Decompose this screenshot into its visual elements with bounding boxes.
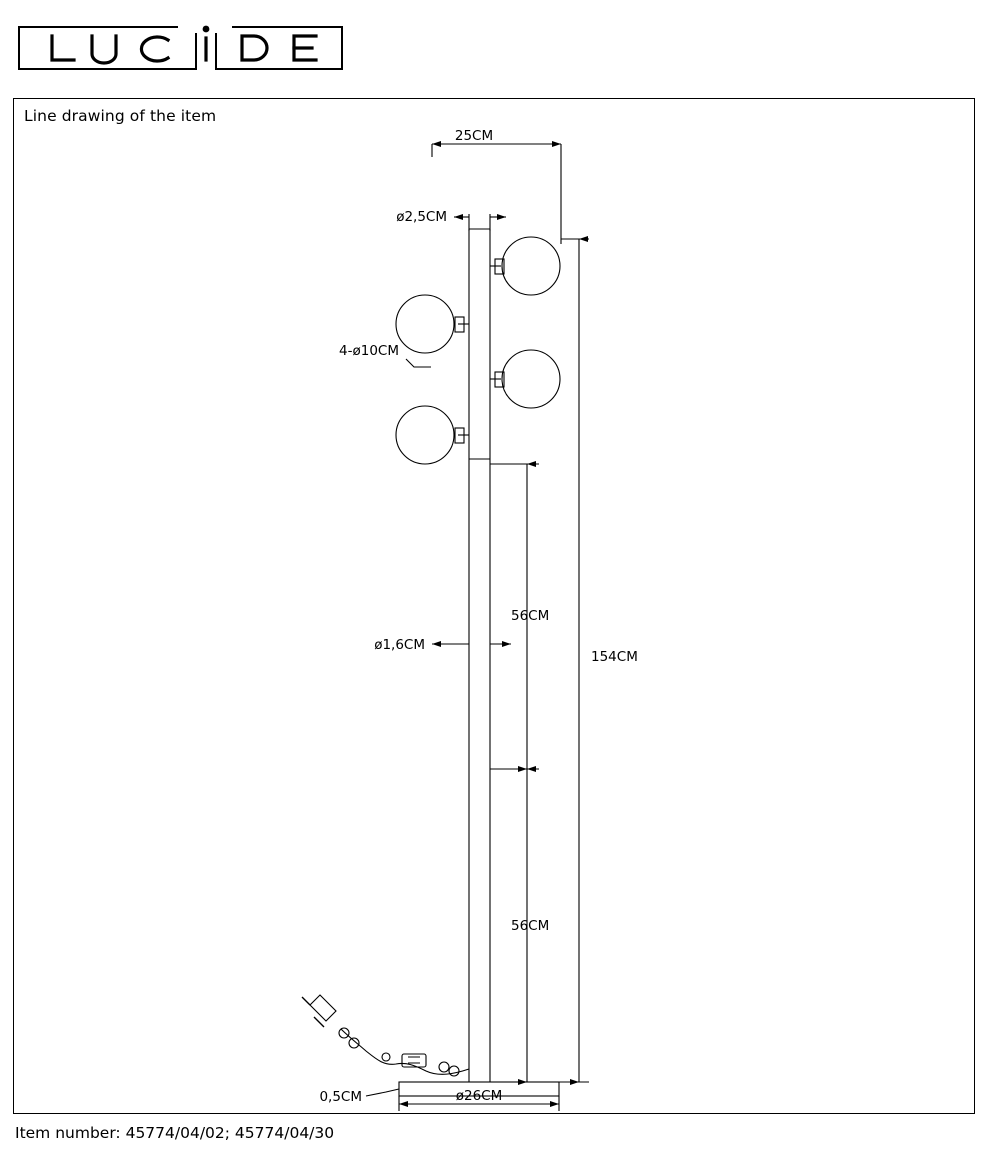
dim-pole-bottom-dia: ø1,6CM	[374, 637, 425, 653]
dim-shade-dia: 4-ø10CM	[339, 343, 399, 359]
dim-pole-top-dia: ø2,5CM	[396, 209, 447, 225]
line-drawing-panel	[13, 98, 975, 1114]
dim-segment-lower: 56CM	[511, 918, 550, 934]
technical-drawing	[14, 99, 976, 1115]
dim-total-height: 154CM	[591, 649, 638, 665]
item-number: Item number: 45774/04/02; 45774/04/30	[15, 1124, 335, 1142]
lucide-logo	[18, 18, 343, 70]
dim-base-thickness: 0,5CM	[319, 1089, 362, 1105]
dim-segment-upper: 56CM	[511, 608, 550, 624]
dim-base-dia: ø26CM	[455, 1088, 503, 1104]
panel-title: Line drawing of the item	[24, 107, 217, 125]
dim-width-top: 25CM	[454, 128, 494, 144]
